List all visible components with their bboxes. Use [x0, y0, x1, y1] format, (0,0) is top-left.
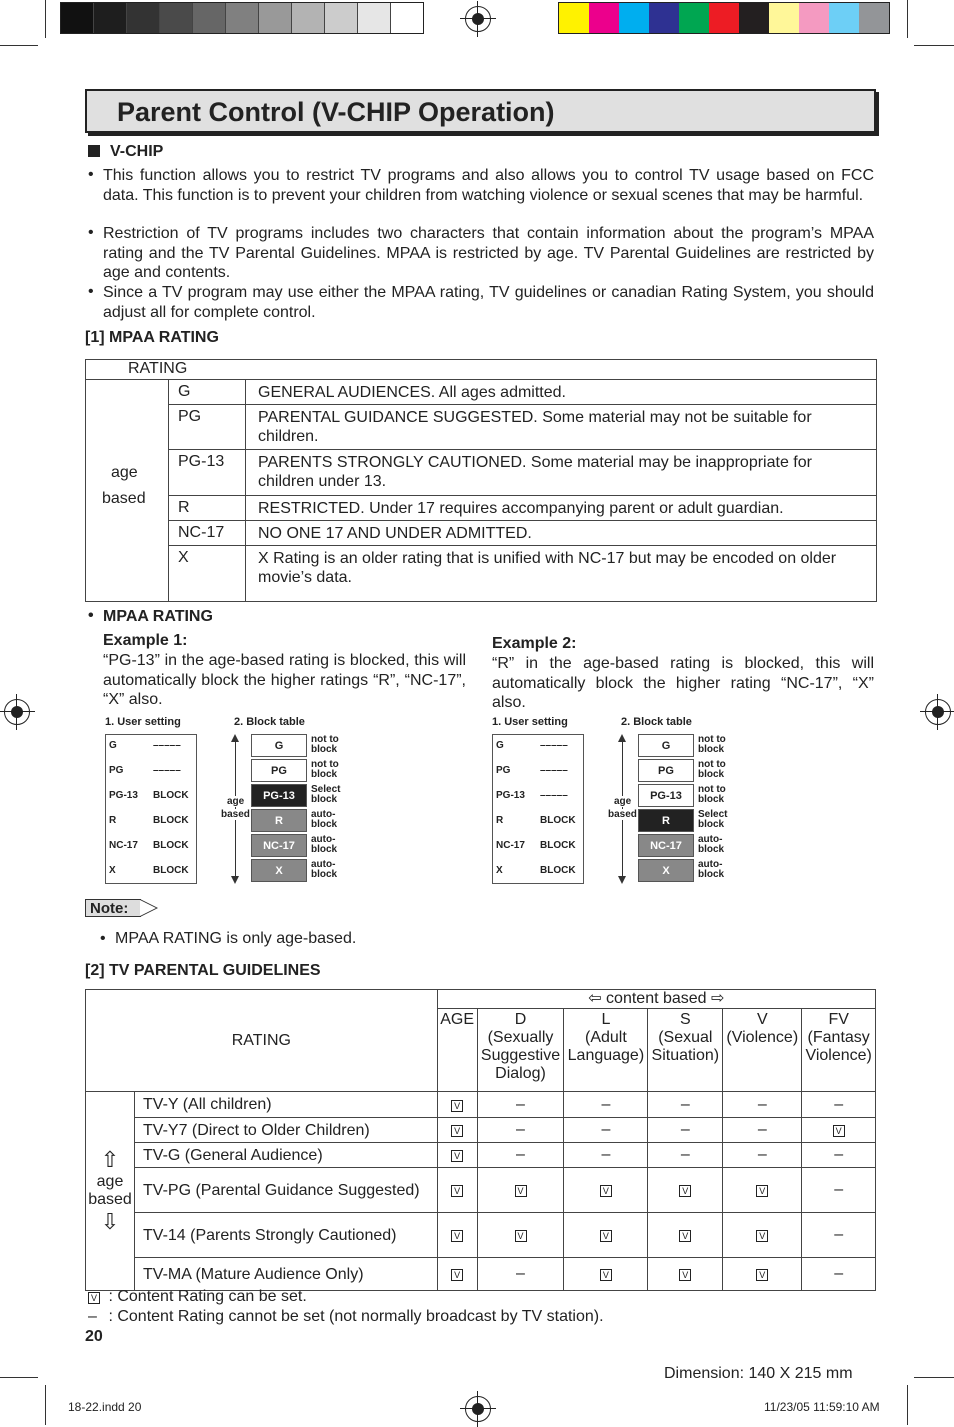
- arrow-down-icon: [618, 876, 626, 884]
- gray-swatch: [193, 3, 226, 33]
- block-cell: NC-17: [251, 834, 307, 857]
- tv-column-header: V (Violence): [723, 1009, 802, 1092]
- tv-rating-cell: [564, 1143, 648, 1168]
- mpaa-heading: [1] MPAA RATING: [85, 329, 219, 346]
- tv-column-header: L (Adult Language): [564, 1009, 648, 1092]
- block-note-line1: not to: [698, 784, 726, 795]
- dash-symbol: –: [88, 1308, 97, 1325]
- tv-rating-cell: [564, 1168, 648, 1213]
- page-number: 20: [85, 1328, 103, 1345]
- block-note-line2: block: [311, 769, 338, 780]
- bullet-dot: •: [88, 283, 94, 300]
- age-arrow-line: [622, 738, 623, 878]
- dimension-text: Dimension: 140 X 215 mm: [664, 1365, 853, 1382]
- color-swatch: [769, 3, 799, 33]
- block-cell: NC-17: [638, 834, 694, 857]
- check-box-icon: V: [451, 1185, 463, 1197]
- tv-rating-cell: [723, 1258, 802, 1291]
- block-note-line2: block: [311, 869, 338, 880]
- check-box-icon: V: [451, 1269, 463, 1281]
- user-setting-value: –––––: [153, 765, 181, 776]
- check-box-icon: V: [600, 1185, 612, 1197]
- block-note-line1: auto-: [311, 859, 336, 870]
- block-cell: R: [251, 809, 307, 832]
- tv-rating-cell: [802, 1258, 876, 1291]
- note-label: Note:: [90, 900, 129, 917]
- age-arrow-line: [235, 738, 236, 878]
- block-cell: X: [251, 859, 307, 882]
- mpaa-rating-code: G: [178, 383, 191, 400]
- block-cell: G: [638, 734, 694, 757]
- tv-rating-header-text: RATING: [231, 1031, 291, 1049]
- check-box-icon: V: [451, 1150, 463, 1162]
- tv-rating-cell: [477, 1213, 564, 1258]
- arrow-right-icon: ⇨: [711, 990, 725, 1007]
- user-setting-value: BLOCK: [540, 865, 576, 876]
- registration-mark-right: [925, 699, 951, 725]
- tv-rating-header: [86, 990, 438, 1092]
- process-color-bar: [558, 2, 890, 34]
- user-setting-value: BLOCK: [540, 815, 576, 826]
- gray-swatch: [226, 3, 259, 33]
- example2-text: “R” in the age-based rating is blocked, this will automatically block the higher rating “NC-17”, “X” also.: [492, 655, 874, 711]
- check-box-icon: V: [451, 1125, 463, 1137]
- registration-mark-bottom: [465, 1396, 491, 1422]
- block-note-line1: not to: [311, 759, 339, 770]
- dash-symbol: –: [834, 1265, 844, 1282]
- dash-symbol: –: [516, 1265, 525, 1282]
- user-setting-label: 1. User setting: [492, 716, 568, 728]
- arrow-left-icon: ⇦: [588, 990, 602, 1007]
- dash-symbol: –: [601, 1146, 611, 1163]
- user-setting-rating: PG: [109, 765, 124, 776]
- dash-symbol: –: [757, 1146, 767, 1163]
- vchip-heading: [88, 143, 163, 161]
- user-setting-value: –––––: [153, 740, 181, 751]
- color-swatch: [559, 3, 589, 33]
- mpaa-rating-description: PARENTAL GUIDANCE SUGGESTED. Some material may not be suitable for children.: [258, 409, 812, 445]
- block-note-line1: not to: [698, 734, 726, 745]
- block-cell: PG: [638, 759, 694, 782]
- user-setting-rating: G: [496, 740, 504, 751]
- tv-rating-cell: [648, 1143, 723, 1168]
- dash-symbol: –: [601, 1095, 611, 1113]
- color-swatch: [589, 3, 619, 33]
- block-note-line2: block: [698, 869, 725, 880]
- registration-mark-top: [465, 6, 491, 32]
- dash-symbol: –: [757, 1095, 767, 1113]
- block-note-line1: auto-: [698, 859, 723, 870]
- intro-paragraph-2: Restriction of TV programs includes two characters that contain information about the program’s MPAA rating and the TV Parental Guidelines. MPAA is restricted by age. TV Parental Guidelines are restricted by age and contents.: [103, 225, 874, 281]
- block-note-line1: not to: [311, 734, 339, 745]
- block-note-line1: Select: [311, 784, 341, 795]
- user-setting-rating: PG-13: [496, 790, 525, 801]
- color-swatch: [709, 3, 739, 33]
- check-box-icon: V: [679, 1185, 691, 1197]
- tv-rating-cell: [723, 1143, 802, 1168]
- dash-symbol: –: [834, 1146, 844, 1163]
- dash-symbol: –: [834, 1181, 844, 1198]
- dash-symbol: –: [680, 1121, 690, 1138]
- tv-rating-cell: [477, 1168, 564, 1213]
- tv-rating-name: TV-G (General Audience): [135, 1143, 438, 1168]
- tv-rating-cell: [723, 1092, 802, 1118]
- note-tag: [85, 899, 141, 917]
- page-title-box: [85, 89, 876, 133]
- block-note-line2: block: [311, 844, 338, 855]
- mpaa-rating-header: RATING: [128, 360, 188, 377]
- mpaa-based-label: based: [102, 490, 146, 507]
- tv-rating-cell: [802, 1213, 876, 1258]
- vchip-heading-text: V-CHIP: [110, 143, 164, 160]
- color-swatch: [679, 3, 709, 33]
- legend-set: [88, 1288, 307, 1306]
- tv-rating-cell: [477, 1258, 564, 1291]
- tv-rating-cell: [802, 1092, 876, 1118]
- gray-swatch: [94, 3, 127, 33]
- example1-title: Example 1:: [103, 632, 188, 649]
- color-swatch: [649, 3, 679, 33]
- block-cell: PG-13: [638, 784, 694, 807]
- tv-rating-cell: [802, 1118, 876, 1143]
- check-box-icon: V: [833, 1125, 845, 1137]
- user-setting-rating: PG: [496, 765, 511, 776]
- block-note-line2: block: [698, 769, 725, 780]
- bullet-dot: •: [88, 166, 94, 183]
- color-swatch: [739, 3, 769, 33]
- crop-mark: [0, 45, 38, 46]
- gray-swatch: [259, 3, 292, 33]
- note-arrow-icon-inner: [140, 900, 156, 916]
- tv-rating-name: TV-PG (Parental Guidance Suggested): [135, 1168, 438, 1213]
- check-box-icon: V: [679, 1269, 691, 1281]
- user-setting-box: [105, 734, 197, 884]
- user-setting-value: BLOCK: [540, 840, 576, 851]
- user-setting-value: BLOCK: [153, 790, 189, 801]
- block-cell: PG-13: [251, 784, 307, 807]
- legend-notset-text: : Content Rating cannot be set (not normally broadcast by TV station).: [108, 1308, 604, 1325]
- tv-rating-cell: [437, 1092, 477, 1118]
- check-box-icon: V: [451, 1100, 463, 1112]
- tv-rating-cell: [437, 1258, 477, 1291]
- dash-symbol: –: [601, 1121, 611, 1138]
- check-box-icon: V: [756, 1269, 768, 1281]
- age-label: age: [614, 796, 632, 807]
- tv-rating-cell: [723, 1213, 802, 1258]
- block-note-line1: auto-: [698, 834, 723, 845]
- gray-swatch: [127, 3, 160, 33]
- mpaa-bullet-heading: MPAA RATING: [103, 608, 213, 625]
- user-setting-rating: NC-17: [109, 840, 138, 851]
- crop-mark: [914, 45, 954, 46]
- block-note-line1: auto-: [311, 809, 336, 820]
- page-title: Parent Control (V-CHIP Operation): [117, 97, 555, 127]
- tv-rating-name: TV-Y7 (Direct to Older Children): [135, 1118, 438, 1143]
- bullet-dot: •: [88, 224, 94, 241]
- tv-guidelines-heading: [2] TV PARENTAL GUIDELINES: [85, 962, 321, 979]
- tv-rating-cell: [802, 1143, 876, 1168]
- mpaa-rating-description: GENERAL AUDIENCES. All ages admitted.: [258, 384, 566, 401]
- dash-symbol: –: [680, 1095, 690, 1113]
- block-cell: X: [638, 859, 694, 882]
- block-cell: PG: [251, 759, 307, 782]
- mpaa-rating-description: NO ONE 17 AND UNDER ADMITTED.: [258, 525, 532, 542]
- user-setting-label: 1. User setting: [105, 716, 181, 728]
- tv-column-header: D (Sexually Suggestive Dialog): [477, 1009, 564, 1092]
- user-setting-value: BLOCK: [153, 840, 189, 851]
- block-note-line1: not to: [698, 759, 726, 770]
- footer-date: 11/23/05 11:59:10 AM: [764, 1400, 880, 1414]
- tv-rating-cell: [437, 1118, 477, 1143]
- block-cell: R: [638, 809, 694, 832]
- block-note-line2: block: [698, 844, 725, 855]
- check-box-icon: V: [515, 1230, 527, 1242]
- dash-symbol: –: [834, 1226, 844, 1243]
- crop-mark: [907, 1385, 908, 1425]
- crop-mark: [907, 0, 908, 38]
- example2-diagram: [492, 714, 737, 889]
- check-box-icon: V: [756, 1185, 768, 1197]
- block-note-line1: auto-: [311, 834, 336, 845]
- tv-guidelines-table: [85, 989, 876, 1291]
- example1-diagram: [105, 714, 350, 889]
- user-setting-rating: G: [109, 740, 117, 751]
- tv-column-header: FV (Fantasy Violence): [802, 1009, 876, 1092]
- arrow-up-icon: ⇧: [100, 1147, 120, 1172]
- mpaa-age-label: age: [111, 464, 138, 481]
- mpaa-rating-description: RESTRICTED. Under 17 requires accompanying parent or adult guardian.: [258, 500, 784, 517]
- gray-swatch: [160, 3, 193, 33]
- tv-based-label: based: [88, 1191, 132, 1208]
- color-swatch: [619, 3, 649, 33]
- dash-symbol: –: [680, 1146, 690, 1163]
- user-setting-box: [492, 734, 584, 884]
- tv-rating-name: TV-14 (Parents Strongly Cautioned): [135, 1213, 438, 1258]
- check-box-icon: V: [88, 1292, 100, 1304]
- tv-rating-cell: [648, 1213, 723, 1258]
- dash-symbol: –: [834, 1095, 844, 1113]
- user-setting-value: –––––: [540, 765, 568, 776]
- tv-column-header: AGE: [437, 1009, 477, 1092]
- user-setting-rating: X: [496, 865, 503, 876]
- tv-rating-cell: [437, 1168, 477, 1213]
- dash-symbol: –: [757, 1121, 767, 1138]
- user-setting-value: –––––: [540, 790, 568, 801]
- gray-swatch: [292, 3, 325, 33]
- check-box-icon: V: [600, 1269, 612, 1281]
- tv-rating-cell: [477, 1143, 564, 1168]
- check-box-icon: V: [451, 1230, 463, 1242]
- mpaa-rating-code: X: [178, 549, 189, 566]
- tv-rating-cell: [437, 1143, 477, 1168]
- intro-paragraph-1: This function allows you to restrict TV programs and also allows you to control TV usage based on FCC data. This function is to prevent your children from watching violence or sexual scenes that may be harmful.: [103, 167, 874, 204]
- crop-mark: [0, 1377, 38, 1378]
- dash-symbol: –: [516, 1095, 525, 1113]
- arrow-down-icon: ⇩: [100, 1209, 120, 1234]
- user-setting-rating: PG-13: [109, 790, 138, 801]
- block-table-label: 2. Block table: [621, 716, 692, 728]
- based-label: based: [608, 809, 637, 820]
- color-swatch: [799, 3, 829, 33]
- crop-mark: [45, 1385, 46, 1425]
- gray-swatch: [358, 3, 391, 33]
- color-swatch: [859, 3, 889, 33]
- dash-symbol: –: [516, 1121, 525, 1138]
- color-swatch: [829, 3, 859, 33]
- square-bullet-icon: [88, 145, 100, 157]
- tv-column-header: S (Sexual Situation): [648, 1009, 723, 1092]
- footer-file: 18-22.indd 20: [68, 1400, 142, 1414]
- block-note-line2: block: [698, 794, 725, 805]
- mpaa-rating-description: X Rating is an older rating that is unified with NC-17 but may be encoded on older movie’s data.: [258, 550, 837, 586]
- check-box-icon: V: [515, 1185, 527, 1197]
- registration-mark-left: [4, 699, 30, 725]
- block-cell: G: [251, 734, 307, 757]
- tv-rating-cell: [648, 1258, 723, 1291]
- user-setting-rating: NC-17: [496, 840, 525, 851]
- content-based-header: [437, 990, 875, 1009]
- crop-mark: [914, 1377, 954, 1378]
- block-note-line1: Select: [698, 809, 728, 820]
- user-setting-value: –––––: [540, 740, 568, 751]
- check-box-icon: V: [679, 1230, 691, 1242]
- content-based-text: content based: [606, 990, 707, 1007]
- gray-swatch: [61, 3, 94, 33]
- legend-set-text: : Content Rating can be set.: [108, 1288, 307, 1305]
- gray-swatch: [325, 3, 358, 33]
- user-setting-value: BLOCK: [153, 865, 189, 876]
- tv-rating-cell: [564, 1258, 648, 1291]
- tv-rating-cell: [648, 1092, 723, 1118]
- block-table-label: 2. Block table: [234, 716, 305, 728]
- block-note-line2: block: [698, 819, 725, 830]
- block-note-line2: block: [311, 744, 338, 755]
- note-bullet: •: [100, 930, 106, 947]
- tv-rating-cell: [648, 1118, 723, 1143]
- note-text: MPAA RATING is only age-based.: [115, 930, 357, 947]
- example1-text: “PG-13” in the age-based rating is blocked, this will automatically block the higher ratings “R”, “NC-17”, “X” also.: [103, 652, 466, 708]
- mpaa-rating-description: PARENTS STRONGLY CAUTIONED. Some material may be inappropriate for children under 13.: [258, 454, 812, 490]
- tv-rating-cell: [564, 1092, 648, 1118]
- tv-rating-cell: [802, 1168, 876, 1213]
- block-note-line2: block: [311, 794, 338, 805]
- arrow-up-icon: [231, 734, 239, 742]
- check-box-icon: V: [756, 1230, 768, 1242]
- user-setting-value: BLOCK: [153, 815, 189, 826]
- tv-age-label: age: [96, 1173, 124, 1190]
- legend-notset: [88, 1308, 604, 1326]
- mpaa-rating-code: PG: [178, 408, 202, 425]
- tv-rating-cell: [564, 1118, 648, 1143]
- arrow-down-icon: [231, 876, 239, 884]
- block-note-line2: block: [698, 744, 725, 755]
- tv-rating-cell: [723, 1168, 802, 1213]
- gray-swatch: [391, 3, 423, 33]
- tv-rating-cell: [723, 1118, 802, 1143]
- tv-rating-cell: [564, 1213, 648, 1258]
- grayscale-color-bar: [60, 2, 424, 34]
- user-setting-rating: R: [109, 815, 117, 826]
- mpaa-rating-code: NC-17: [178, 524, 225, 541]
- bullet-dot: •: [88, 607, 94, 624]
- user-setting-rating: R: [496, 815, 504, 826]
- based-label: based: [221, 809, 250, 820]
- age-label: age: [227, 796, 245, 807]
- tv-age-based-cell: [86, 1092, 135, 1291]
- tv-rating-name: TV-Y (All children): [135, 1092, 438, 1118]
- check-box-icon: V: [600, 1230, 612, 1242]
- mpaa-table: [85, 359, 877, 602]
- tv-rating-cell: [477, 1118, 564, 1143]
- tv-rating-cell: [437, 1213, 477, 1258]
- mpaa-rating-code: PG-13: [178, 453, 225, 470]
- user-setting-rating: X: [109, 865, 116, 876]
- tv-rating-cell: [477, 1092, 564, 1118]
- block-note-line2: block: [311, 819, 338, 830]
- tv-rating-cell: [648, 1168, 723, 1213]
- dash-symbol: –: [516, 1146, 525, 1163]
- tv-rating-name: TV-MA (Mature Audience Only): [135, 1258, 438, 1291]
- crop-mark: [45, 0, 46, 38]
- mpaa-rating-code: R: [178, 499, 190, 516]
- arrow-up-icon: [618, 734, 626, 742]
- example2-title: Example 2:: [492, 635, 577, 652]
- intro-paragraph-3: Since a TV program may use either the MPAA rating, TV guidelines or canadian Rating System, you should adjust all for complete control.: [103, 284, 874, 321]
